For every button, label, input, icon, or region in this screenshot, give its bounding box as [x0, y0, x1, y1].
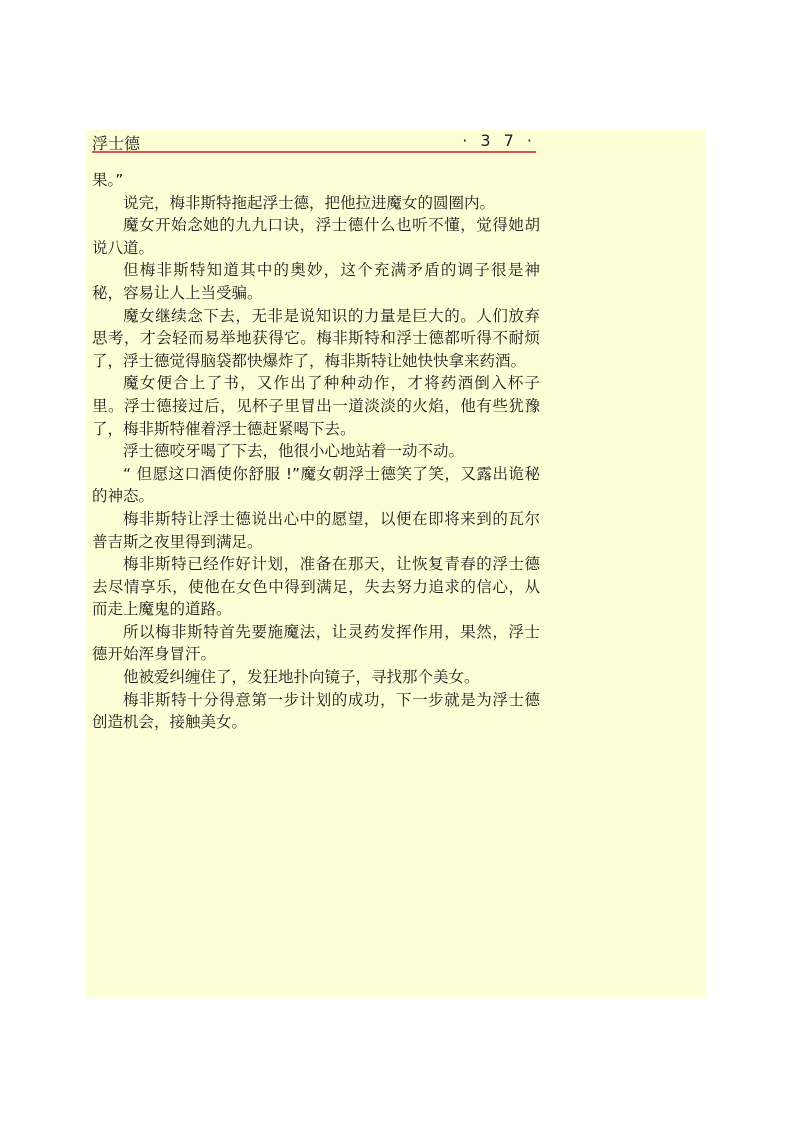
paragraph: 梅非斯特已经作好计划，准备在那天，让恢复青春的浮士德去尽情享乐，使他在女色中得到满足，失去努力追求的信心，从而走上魔鬼的道路。 [92, 555, 540, 619]
paragraph: 魔女继续念下去，无非是说知识的力量是巨大的。人们放弃思考，才会轻而易举地获得它。梅非斯特和浮士德都听得不耐烦了，浮士德觉得脑袋都快爆炸了，梅非斯特让她快快拿来药酒。 [92, 306, 540, 370]
paragraph: 果。” [92, 171, 124, 189]
page-number: · 3 7 · [462, 131, 536, 150]
paragraph: 梅非斯特让浮士德说出心中的愿望，以便在即将来到的瓦尔普吉斯之夜里得到满足。 [92, 509, 540, 551]
header-title: 浮士德 [92, 134, 141, 153]
paragraph: 说完，梅非斯特拖起浮士德，把他拉进魔女的圆圈内。 [123, 193, 496, 212]
body-text [92, 169, 540, 734]
paragraph: 他被爱纠缠住了，发狂地扑向镜子，寻找那个美女。 [123, 668, 480, 687]
header-rule [92, 151, 536, 153]
paragraph: 所以梅非斯特首先要施魔法，让灵药发挥作用，果然，浮士德开始浑身冒汗。 [92, 622, 540, 664]
paragraph: 浮士德咬牙喝了下去，他很小心地站着一动不动。 [123, 442, 465, 461]
paragraph: 但梅非斯特知道其中的奥妙，这个充满矛盾的调子很是神秘，容易让人上当受骗。 [92, 261, 540, 302]
paragraph: 魔女便合上了书，又作出了种种动作，才将药酒倒入杯子里。浮士德接过后，见杯子里冒出一道淡淡的火焰，他有些犹豫了，梅非斯特催着浮士德赶紧喝下去。 [92, 374, 540, 438]
paragraph: 梅非斯特十分得意第一步计划的成功，下一步就是为浮士德创造机会，接触美女。 [92, 690, 540, 732]
paragraph: “ 但愿这口酒使你舒服 !”魔女朝浮士德笑了笑，又露出诡秘的神态。 [92, 464, 540, 506]
running-header [92, 131, 536, 153]
paragraph: 魔女开始念她的九九口诀，浮士德什么也听不懂，觉得她胡说八道。 [92, 216, 540, 257]
